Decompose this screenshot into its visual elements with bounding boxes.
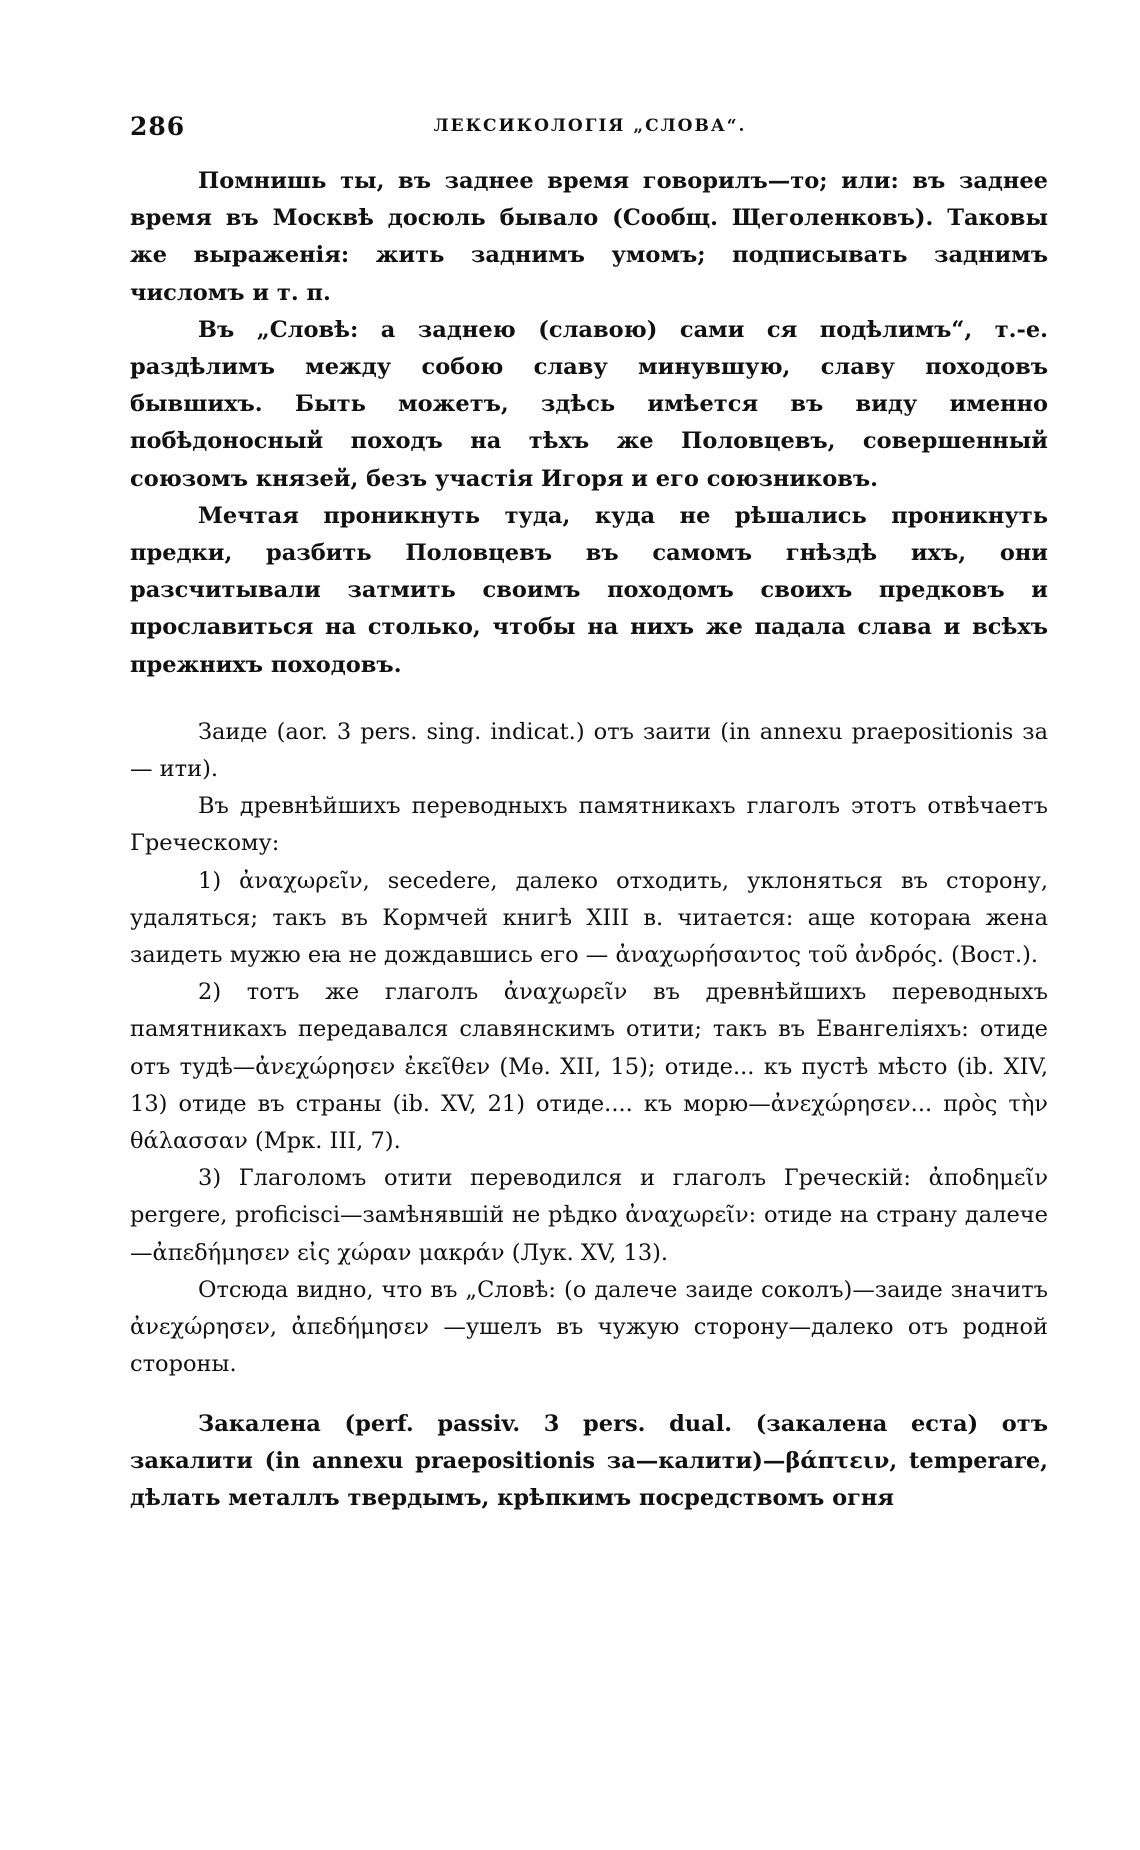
- paragraph-slovo-zadneyu: Въ „Словѣ: а заднею (славою) сами ся подѣлимъ“, т.-е. раздѣлимъ между собою славу минувшую, славу походовъ бывшихъ. Быть можетъ, здѣсь имѣется въ виду именно побѣдоносный походъ на тѣхъ же Половцевъ, совершенный союзомъ князей, безъ участія Игоря и его союзниковъ.: [130, 316, 1048, 492]
- spacer: [130, 684, 1048, 714]
- paragraph-meaning-2: 2) тотъ же глаголъ ἀναχωρεῖν въ древнѣйшихъ переводныхъ памятникахъ передавался славянскимъ отити; такъ въ Евангеліяхъ: отиде отъ тудѣ—ἀνεχώρησεν ἐκεῖθεν (Мѳ. XII, 15); отиде... къ пустѣ мѣсто (ib. XIV, 13) отиде въ страны (ib. XV, 21) отиде.... къ морю—ἀνεχώρησεν... πρὸς τὴν θάλασσαν (Мрк. III, 7).: [130, 979, 1048, 1155]
- running-head: [130, 112, 1050, 152]
- paragraph-meaning-1: 1) ἀναχωρεῖν, secedere, далеко отходить, уклоняться въ сторону, удаляться; такъ въ Кормчей книгѣ XIII в. читается: аще котораꙗ жена заидеть мужю еꙗ не дождавшись его — ἀναχωρήσαντος τοῦ ἀνδρός. (Вост.).: [130, 867, 1048, 969]
- paragraph-zadnee-examples: Помнишь ты, въ заднее время говорилъ—то; или: въ заднее время въ Москвѣ досюль бывало (Сообщ. Щеголенковъ). Таковы же выраженія: жить заднимъ умомъ; подписывать заднимъ числомъ и т. п.: [130, 168, 1048, 306]
- paragraph-conclusion: Отсюда видно, что въ „Словѣ: (о далече заиде соколъ)—заиде значитъ ἀνεχώρησεν, ἀπεδήμησεν —ушелъ въ чужую сторону—далеко отъ родной стороны.: [130, 1276, 1048, 1378]
- entry-zaide: Заиде (aor. 3 pers. sing. indicat.) отъ заити (in annexu praepositionis за— ити).: [130, 718, 1048, 783]
- entry-zakalena: Закалена (perf. passiv. 3 pers. dual. (закалена еста) отъ закалити (in annexu praepositionis за—калити)—βάπτειν, temperare, дѣлать металлъ твердымъ, крѣпкимъ посредствомъ огня: [130, 1410, 1048, 1511]
- page-number: 286: [130, 112, 186, 141]
- running-title: ЛЕКСИКОЛОГІЯ „СЛОВА“.: [433, 116, 747, 136]
- spacer: [130, 1384, 1048, 1406]
- paragraph-greek-equivalents: Въ древнѣйшихъ переводныхъ памятникахъ глаголъ этотъ отвѣчаетъ Греческому:: [130, 793, 1048, 857]
- paragraph-mechtaya: Мечтая проникнуть туда, куда не рѣшались проникнуть предки, разбить Половцевъ въ самомъ гнѣздѣ ихъ, они разсчитывали затмить своимъ походомъ своихъ предковъ и прославиться на столько, чтобы на нихъ же падала слава и всѣхъ прежнихъ походовъ.: [130, 502, 1048, 678]
- body-text: [130, 163, 1048, 1517]
- paragraph-meaning-3: 3) Глаголомъ отити переводился и глаголъ Греческій: ἀποδημεῖν pergere, proficisci—замѣнявшій не рѣдко ἀναχωρεῖν: отиде на страну далече —ἀπεδήμησεν εἰς χώραν μακράν (Лук. XV, 13).: [130, 1165, 1048, 1266]
